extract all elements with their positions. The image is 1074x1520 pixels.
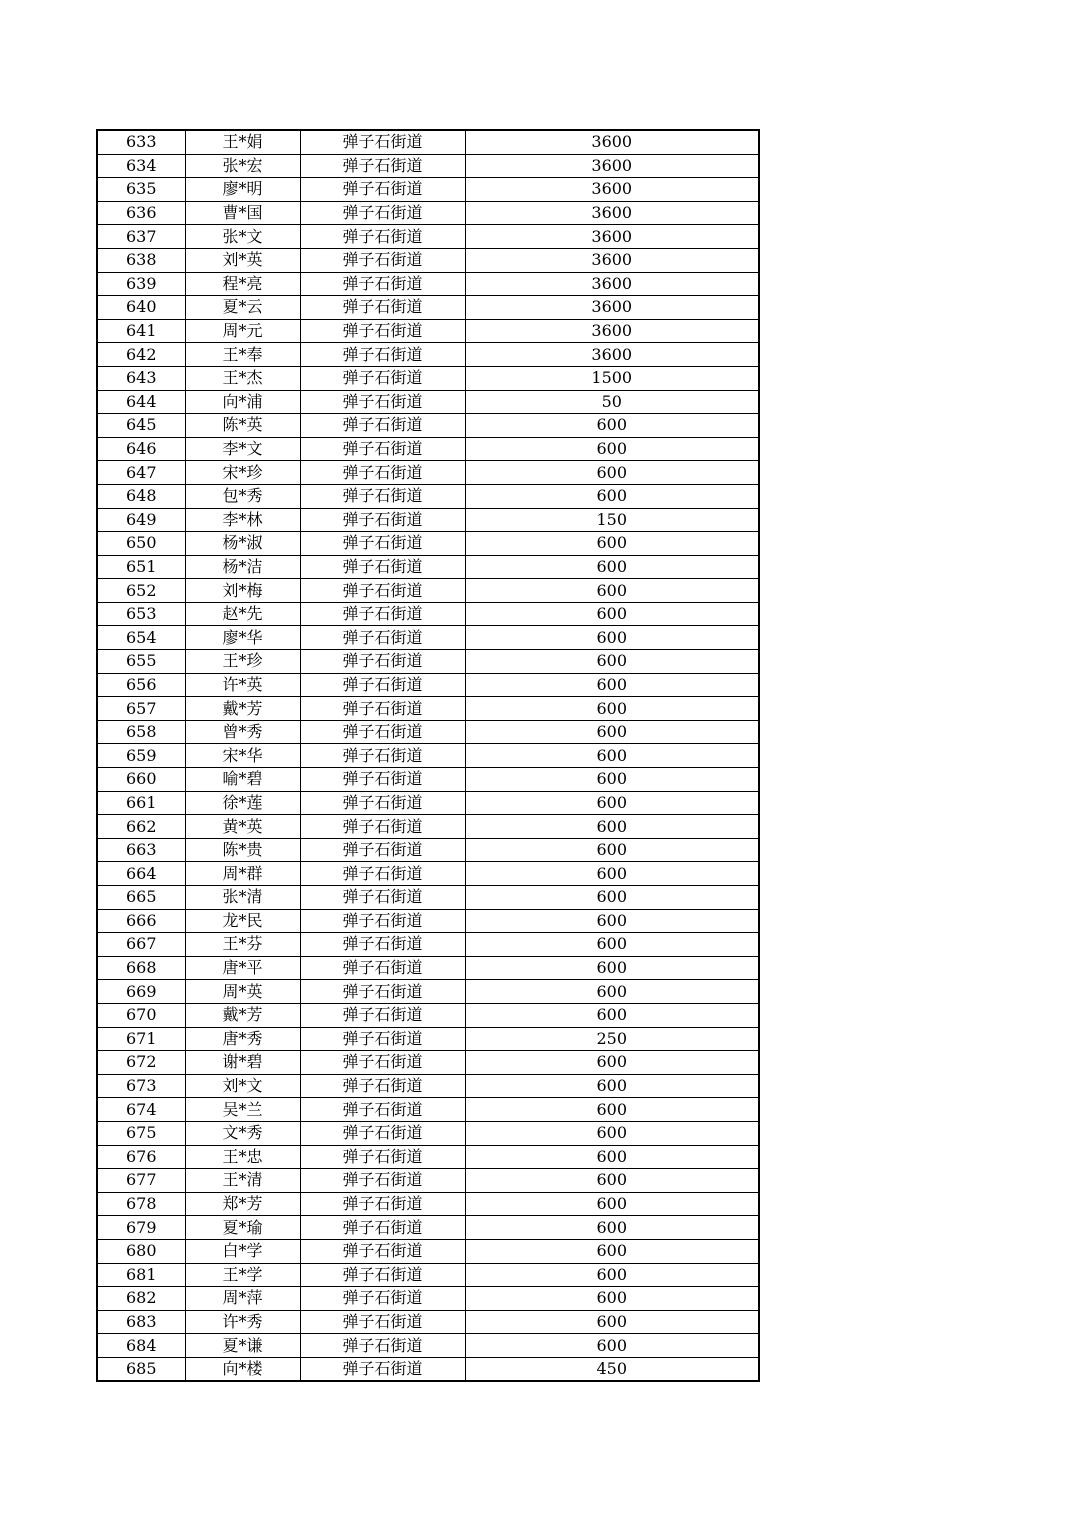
cell-street: 弹子石街道 [300, 1003, 465, 1027]
cell-serial-number: 648 [97, 484, 185, 508]
cell-amount: 50 [465, 390, 759, 414]
table-row [97, 862, 759, 886]
cell-serial-number: 668 [97, 956, 185, 980]
cell-serial-number: 655 [97, 650, 185, 674]
cell-serial-number: 652 [97, 579, 185, 603]
cell-name: 廖*华 [185, 626, 300, 650]
cell-name: 文*秀 [185, 1121, 300, 1145]
cell-serial-number: 635 [97, 178, 185, 202]
cell-amount: 3600 [465, 154, 759, 178]
table-row [97, 366, 759, 390]
cell-name: 杨*淑 [185, 532, 300, 556]
cell-amount: 3600 [465, 319, 759, 343]
cell-amount: 600 [465, 461, 759, 485]
cell-name: 宋*华 [185, 744, 300, 768]
cell-street: 弹子石街道 [300, 1051, 465, 1075]
cell-amount: 600 [465, 1145, 759, 1169]
cell-name: 王*清 [185, 1169, 300, 1193]
cell-serial-number: 636 [97, 201, 185, 225]
cell-amount: 3600 [465, 201, 759, 225]
cell-street: 弹子石街道 [300, 602, 465, 626]
cell-street: 弹子石街道 [300, 791, 465, 815]
cell-street: 弹子石街道 [300, 201, 465, 225]
cell-serial-number: 670 [97, 1003, 185, 1027]
cell-amount: 600 [465, 744, 759, 768]
cell-name: 黄*英 [185, 815, 300, 839]
table-row [97, 1310, 759, 1334]
cell-serial-number: 677 [97, 1169, 185, 1193]
table-row [97, 296, 759, 320]
cell-street: 弹子石街道 [300, 1287, 465, 1311]
cell-street: 弹子石街道 [300, 956, 465, 980]
cell-street: 弹子石街道 [300, 579, 465, 603]
cell-street: 弹子石街道 [300, 1169, 465, 1193]
cell-street: 弹子石街道 [300, 1239, 465, 1263]
cell-serial-number: 646 [97, 437, 185, 461]
cell-name: 陈*英 [185, 414, 300, 438]
table-row [97, 178, 759, 202]
table-row [97, 272, 759, 296]
cell-amount: 600 [465, 1192, 759, 1216]
cell-serial-number: 651 [97, 555, 185, 579]
table-row [97, 768, 759, 792]
cell-serial-number: 656 [97, 673, 185, 697]
cell-name: 喻*碧 [185, 768, 300, 792]
cell-amount: 600 [465, 791, 759, 815]
cell-name: 程*亮 [185, 272, 300, 296]
cell-street: 弹子石街道 [300, 319, 465, 343]
cell-name: 包*秀 [185, 484, 300, 508]
cell-amount: 3600 [465, 272, 759, 296]
table-row [97, 508, 759, 532]
cell-name: 许*秀 [185, 1310, 300, 1334]
cell-name: 夏*谦 [185, 1334, 300, 1358]
cell-amount: 600 [465, 650, 759, 674]
cell-name: 赵*先 [185, 602, 300, 626]
cell-amount: 600 [465, 1074, 759, 1098]
cell-serial-number: 664 [97, 862, 185, 886]
cell-amount: 600 [465, 1051, 759, 1075]
cell-name: 王*珍 [185, 650, 300, 674]
cell-street: 弹子石街道 [300, 815, 465, 839]
cell-amount: 600 [465, 720, 759, 744]
table-row [97, 1169, 759, 1193]
cell-amount: 600 [465, 768, 759, 792]
cell-amount: 250 [465, 1027, 759, 1051]
cell-amount: 600 [465, 626, 759, 650]
cell-amount: 3600 [465, 248, 759, 272]
cell-amount: 600 [465, 1216, 759, 1240]
cell-name: 杨*洁 [185, 555, 300, 579]
cell-street: 弹子石街道 [300, 1310, 465, 1334]
cell-amount: 600 [465, 956, 759, 980]
cell-name: 郑*芳 [185, 1192, 300, 1216]
cell-serial-number: 662 [97, 815, 185, 839]
cell-street: 弹子石街道 [300, 461, 465, 485]
cell-name: 戴*芳 [185, 697, 300, 721]
cell-name: 向*楼 [185, 1357, 300, 1381]
cell-name: 吴*兰 [185, 1098, 300, 1122]
cell-name: 向*浦 [185, 390, 300, 414]
cell-amount: 600 [465, 1310, 759, 1334]
table-body [97, 130, 759, 1381]
cell-name: 谢*碧 [185, 1051, 300, 1075]
table-row [97, 697, 759, 721]
cell-serial-number: 673 [97, 1074, 185, 1098]
table-row [97, 673, 759, 697]
cell-amount: 600 [465, 933, 759, 957]
cell-serial-number: 658 [97, 720, 185, 744]
cell-serial-number: 638 [97, 248, 185, 272]
cell-street: 弹子石街道 [300, 1121, 465, 1145]
cell-name: 周*群 [185, 862, 300, 886]
cell-serial-number: 674 [97, 1098, 185, 1122]
table-row [97, 154, 759, 178]
cell-street: 弹子石街道 [300, 508, 465, 532]
cell-name: 廖*明 [185, 178, 300, 202]
cell-name: 唐*平 [185, 956, 300, 980]
table-row [97, 1145, 759, 1169]
cell-amount: 600 [465, 484, 759, 508]
cell-name: 王*杰 [185, 366, 300, 390]
cell-name: 周*英 [185, 980, 300, 1004]
cell-amount: 3600 [465, 130, 759, 154]
cell-amount: 600 [465, 1287, 759, 1311]
cell-name: 刘*梅 [185, 579, 300, 603]
cell-amount: 600 [465, 437, 759, 461]
table-row [97, 225, 759, 249]
data-table [96, 129, 760, 1382]
cell-street: 弹子石街道 [300, 1334, 465, 1358]
table-row [97, 1216, 759, 1240]
cell-serial-number: 654 [97, 626, 185, 650]
cell-street: 弹子石街道 [300, 1216, 465, 1240]
cell-serial-number: 659 [97, 744, 185, 768]
cell-name: 曹*国 [185, 201, 300, 225]
table-row [97, 602, 759, 626]
cell-name: 张*文 [185, 225, 300, 249]
table-row [97, 815, 759, 839]
cell-street: 弹子石街道 [300, 343, 465, 367]
cell-amount: 600 [465, 1003, 759, 1027]
table-row [97, 980, 759, 1004]
cell-amount: 600 [465, 673, 759, 697]
cell-serial-number: 685 [97, 1357, 185, 1381]
cell-amount: 600 [465, 555, 759, 579]
cell-amount: 600 [465, 697, 759, 721]
table-row [97, 555, 759, 579]
cell-street: 弹子石街道 [300, 225, 465, 249]
cell-amount: 3600 [465, 343, 759, 367]
table-row [97, 461, 759, 485]
cell-serial-number: 667 [97, 933, 185, 957]
cell-street: 弹子石街道 [300, 248, 465, 272]
cell-name: 戴*芳 [185, 1003, 300, 1027]
cell-serial-number: 650 [97, 532, 185, 556]
table-row [97, 933, 759, 957]
cell-serial-number: 680 [97, 1239, 185, 1263]
cell-serial-number: 671 [97, 1027, 185, 1051]
cell-name: 王*学 [185, 1263, 300, 1287]
table-row [97, 1098, 759, 1122]
cell-name: 许*英 [185, 673, 300, 697]
cell-amount: 600 [465, 886, 759, 910]
cell-street: 弹子石街道 [300, 178, 465, 202]
cell-name: 龙*民 [185, 909, 300, 933]
cell-serial-number: 633 [97, 130, 185, 154]
cell-amount: 3600 [465, 296, 759, 320]
cell-amount: 600 [465, 532, 759, 556]
table-row [97, 201, 759, 225]
cell-street: 弹子石街道 [300, 414, 465, 438]
cell-street: 弹子石街道 [300, 1098, 465, 1122]
cell-street: 弹子石街道 [300, 650, 465, 674]
cell-name: 夏*瑜 [185, 1216, 300, 1240]
cell-street: 弹子石街道 [300, 697, 465, 721]
cell-street: 弹子石街道 [300, 532, 465, 556]
table-row [97, 532, 759, 556]
cell-amount: 600 [465, 980, 759, 1004]
cell-amount: 600 [465, 1334, 759, 1358]
cell-street: 弹子石街道 [300, 673, 465, 697]
cell-street: 弹子石街道 [300, 909, 465, 933]
cell-serial-number: 665 [97, 886, 185, 910]
table-row [97, 1334, 759, 1358]
cell-street: 弹子石街道 [300, 862, 465, 886]
cell-amount: 3600 [465, 178, 759, 202]
cell-serial-number: 657 [97, 697, 185, 721]
cell-name: 徐*莲 [185, 791, 300, 815]
table-row [97, 390, 759, 414]
table-row [97, 484, 759, 508]
cell-street: 弹子石街道 [300, 720, 465, 744]
cell-serial-number: 683 [97, 1310, 185, 1334]
cell-street: 弹子石街道 [300, 390, 465, 414]
cell-street: 弹子石街道 [300, 626, 465, 650]
cell-street: 弹子石街道 [300, 768, 465, 792]
cell-name: 宋*珍 [185, 461, 300, 485]
cell-amount: 600 [465, 1121, 759, 1145]
table-row [97, 319, 759, 343]
table-row [97, 437, 759, 461]
table-row [97, 1239, 759, 1263]
cell-street: 弹子石街道 [300, 980, 465, 1004]
cell-street: 弹子石街道 [300, 130, 465, 154]
table-row [97, 1121, 759, 1145]
cell-name: 夏*云 [185, 296, 300, 320]
table-row [97, 1027, 759, 1051]
cell-street: 弹子石街道 [300, 838, 465, 862]
cell-amount: 600 [465, 1169, 759, 1193]
table-row [97, 1263, 759, 1287]
cell-name: 王*娟 [185, 130, 300, 154]
cell-street: 弹子石街道 [300, 1074, 465, 1098]
cell-name: 唐*秀 [185, 1027, 300, 1051]
cell-street: 弹子石街道 [300, 1027, 465, 1051]
table-row [97, 886, 759, 910]
cell-amount: 3600 [465, 225, 759, 249]
cell-serial-number: 669 [97, 980, 185, 1004]
cell-serial-number: 678 [97, 1192, 185, 1216]
cell-street: 弹子石街道 [300, 366, 465, 390]
table-row [97, 909, 759, 933]
cell-serial-number: 643 [97, 366, 185, 390]
cell-serial-number: 637 [97, 225, 185, 249]
cell-amount: 600 [465, 838, 759, 862]
cell-serial-number: 679 [97, 1216, 185, 1240]
cell-amount: 600 [465, 909, 759, 933]
cell-serial-number: 653 [97, 602, 185, 626]
cell-street: 弹子石街道 [300, 1263, 465, 1287]
cell-street: 弹子石街道 [300, 1357, 465, 1381]
table-row [97, 956, 759, 980]
table-row [97, 248, 759, 272]
cell-name: 刘*英 [185, 248, 300, 272]
cell-serial-number: 639 [97, 272, 185, 296]
table-row [97, 650, 759, 674]
cell-street: 弹子石街道 [300, 1192, 465, 1216]
cell-name: 李*林 [185, 508, 300, 532]
cell-serial-number: 666 [97, 909, 185, 933]
cell-amount: 600 [465, 815, 759, 839]
cell-street: 弹子石街道 [300, 154, 465, 178]
table-row [97, 1003, 759, 1027]
cell-street: 弹子石街道 [300, 555, 465, 579]
cell-street: 弹子石街道 [300, 272, 465, 296]
cell-street: 弹子石街道 [300, 744, 465, 768]
table-row [97, 626, 759, 650]
cell-serial-number: 682 [97, 1287, 185, 1311]
table-row [97, 414, 759, 438]
cell-name: 陈*贵 [185, 838, 300, 862]
cell-serial-number: 681 [97, 1263, 185, 1287]
cell-amount: 600 [465, 579, 759, 603]
cell-street: 弹子石街道 [300, 886, 465, 910]
cell-name: 王*忠 [185, 1145, 300, 1169]
cell-serial-number: 663 [97, 838, 185, 862]
table-row [97, 838, 759, 862]
cell-name: 周*萍 [185, 1287, 300, 1311]
cell-amount: 450 [465, 1357, 759, 1381]
cell-amount: 600 [465, 1098, 759, 1122]
cell-amount: 600 [465, 862, 759, 886]
cell-serial-number: 634 [97, 154, 185, 178]
table-row [97, 343, 759, 367]
cell-name: 周*元 [185, 319, 300, 343]
cell-name: 王*奉 [185, 343, 300, 367]
cell-amount: 600 [465, 1263, 759, 1287]
cell-serial-number: 676 [97, 1145, 185, 1169]
cell-name: 王*芬 [185, 933, 300, 957]
cell-amount: 600 [465, 602, 759, 626]
cell-street: 弹子石街道 [300, 296, 465, 320]
table-row [97, 579, 759, 603]
table-row [97, 1287, 759, 1311]
table-row [97, 720, 759, 744]
table-row [97, 130, 759, 154]
cell-serial-number: 644 [97, 390, 185, 414]
table-row [97, 1192, 759, 1216]
cell-serial-number: 641 [97, 319, 185, 343]
cell-serial-number: 672 [97, 1051, 185, 1075]
cell-serial-number: 649 [97, 508, 185, 532]
cell-name: 李*文 [185, 437, 300, 461]
cell-street: 弹子石街道 [300, 933, 465, 957]
table-row [97, 791, 759, 815]
cell-serial-number: 684 [97, 1334, 185, 1358]
cell-name: 张*清 [185, 886, 300, 910]
cell-serial-number: 660 [97, 768, 185, 792]
cell-street: 弹子石街道 [300, 1145, 465, 1169]
table-row [97, 1051, 759, 1075]
table-row [97, 1357, 759, 1381]
cell-name: 白*学 [185, 1239, 300, 1263]
cell-amount: 150 [465, 508, 759, 532]
cell-amount: 600 [465, 1239, 759, 1263]
table-row [97, 744, 759, 768]
cell-serial-number: 640 [97, 296, 185, 320]
cell-serial-number: 661 [97, 791, 185, 815]
table-row [97, 1074, 759, 1098]
cell-serial-number: 642 [97, 343, 185, 367]
cell-serial-number: 645 [97, 414, 185, 438]
cell-street: 弹子石街道 [300, 484, 465, 508]
cell-serial-number: 647 [97, 461, 185, 485]
cell-serial-number: 675 [97, 1121, 185, 1145]
cell-name: 刘*文 [185, 1074, 300, 1098]
cell-amount: 600 [465, 414, 759, 438]
cell-name: 曾*秀 [185, 720, 300, 744]
cell-amount: 1500 [465, 366, 759, 390]
cell-street: 弹子石街道 [300, 437, 465, 461]
cell-name: 张*宏 [185, 154, 300, 178]
